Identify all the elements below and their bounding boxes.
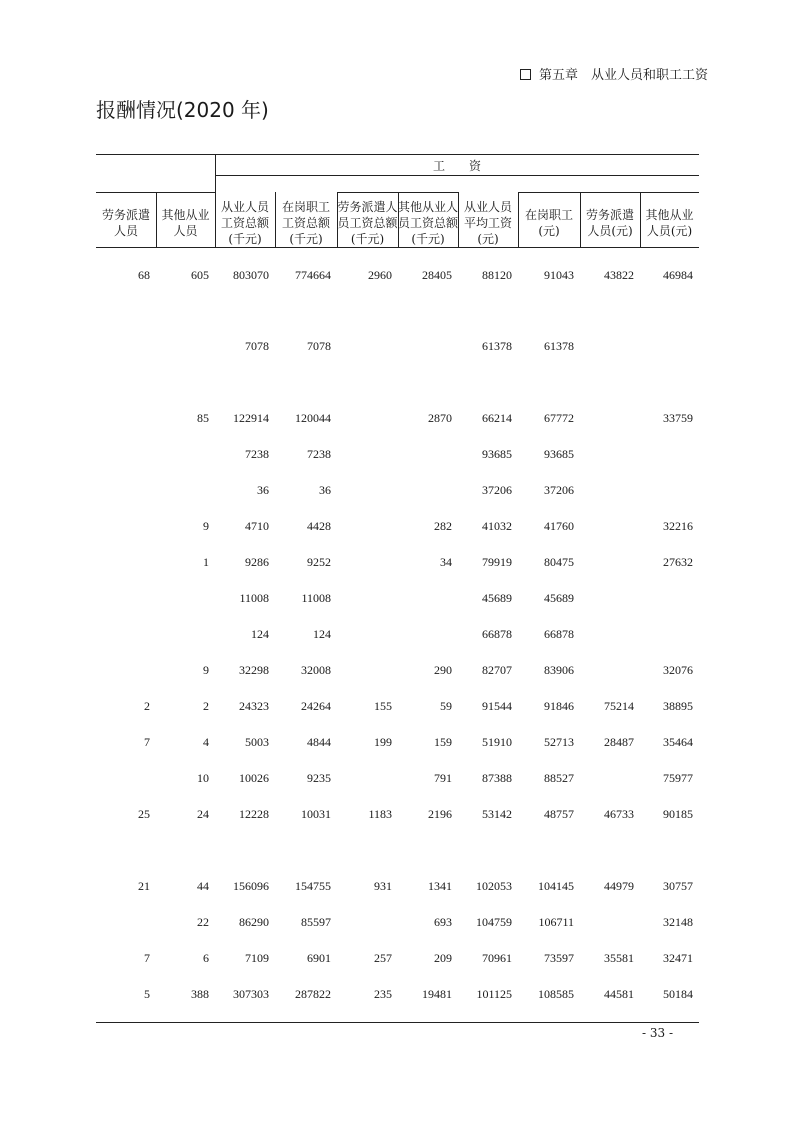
table-cell: 32148 bbox=[663, 915, 693, 929]
table-cell: 25 bbox=[138, 807, 150, 821]
table-cell: 19481 bbox=[422, 987, 452, 1001]
table-cell: 43822 bbox=[604, 268, 634, 282]
header-bottom-rule bbox=[96, 247, 699, 248]
group-header-rule bbox=[215, 175, 699, 176]
table-cell: 44581 bbox=[604, 987, 634, 1001]
table-cell: 93685 bbox=[544, 447, 574, 461]
table-cell: 28405 bbox=[422, 268, 452, 282]
table-cell: 235 bbox=[374, 987, 392, 1001]
table-cell: 108585 bbox=[538, 987, 574, 1001]
table-cell: 30757 bbox=[663, 879, 693, 893]
table-cell: 66214 bbox=[482, 411, 512, 425]
table-cell: 7238 bbox=[307, 447, 331, 461]
table-cell: 66878 bbox=[544, 627, 574, 641]
table-cell: 2 bbox=[144, 699, 150, 713]
column-header: 在岗职工 工资总额 (千元) bbox=[281, 200, 330, 246]
table-cell: 7238 bbox=[245, 447, 269, 461]
chapter-title: 第五章 从业人员和职工工资 bbox=[539, 68, 709, 83]
table-cell: 36 bbox=[257, 483, 269, 497]
table-cell: 35581 bbox=[604, 951, 634, 965]
table-top-rule bbox=[96, 154, 699, 155]
table-cell: 88527 bbox=[544, 771, 574, 785]
table-cell: 73597 bbox=[544, 951, 574, 965]
table-cell: 36 bbox=[319, 483, 331, 497]
table-bottom-rule bbox=[96, 1022, 699, 1023]
table-cell: 32471 bbox=[663, 951, 693, 965]
table-cell: 2870 bbox=[428, 411, 452, 425]
table-cell: 124 bbox=[313, 627, 331, 641]
table-cell: 106711 bbox=[538, 915, 574, 929]
table-cell: 155 bbox=[374, 699, 392, 713]
table-cell: 88120 bbox=[482, 268, 512, 282]
table-cell: 102053 bbox=[476, 879, 512, 893]
table-cell: 4 bbox=[203, 735, 209, 749]
table-cell: 931 bbox=[374, 879, 392, 893]
table-cell: 91544 bbox=[482, 699, 512, 713]
table-cell: 46733 bbox=[604, 807, 634, 821]
table-cell: 156096 bbox=[233, 879, 269, 893]
table-cell: 66878 bbox=[482, 627, 512, 641]
column-header: 从业人员 平均工资 (元) bbox=[463, 200, 512, 246]
table-cell: 48757 bbox=[544, 807, 574, 821]
table-cell: 41760 bbox=[544, 519, 574, 533]
table-cell: 32076 bbox=[663, 663, 693, 677]
table-cell: 61378 bbox=[482, 339, 512, 353]
table-cell: 61378 bbox=[544, 339, 574, 353]
table-cell: 9 bbox=[203, 519, 209, 533]
column-header: 其他从业 人员(元) bbox=[645, 208, 694, 238]
table-cell: 9235 bbox=[307, 771, 331, 785]
table-cell: 75214 bbox=[604, 699, 634, 713]
table-cell: 5 bbox=[144, 987, 150, 1001]
table-cell: 59 bbox=[440, 699, 452, 713]
table-cell: 85 bbox=[197, 411, 209, 425]
table-cell: 209 bbox=[434, 951, 452, 965]
column-header: 从业人员 工资总额 (千元) bbox=[220, 200, 269, 246]
table-cell: 68 bbox=[138, 268, 150, 282]
table-cell: 41032 bbox=[482, 519, 512, 533]
table-cell: 9286 bbox=[245, 555, 269, 569]
table-cell: 122914 bbox=[233, 411, 269, 425]
table-cell: 45689 bbox=[544, 591, 574, 605]
table-cell: 93685 bbox=[482, 447, 512, 461]
table-cell: 9252 bbox=[307, 555, 331, 569]
table-cell: 803070 bbox=[233, 268, 269, 282]
table-cell: 11008 bbox=[239, 591, 269, 605]
page-number: - 33 - bbox=[642, 1026, 674, 1040]
table-cell: 67772 bbox=[544, 411, 574, 425]
table-cell: 70961 bbox=[482, 951, 512, 965]
page-title: 报酬情况(2020 年) bbox=[96, 98, 269, 122]
chapter-header bbox=[520, 64, 708, 83]
table-cell: 159 bbox=[434, 735, 452, 749]
table-cell: 10 bbox=[197, 771, 209, 785]
table-cell: 24264 bbox=[301, 699, 331, 713]
table-cell: 1 bbox=[203, 555, 209, 569]
table-cell: 32298 bbox=[239, 663, 269, 677]
table-cell: 24323 bbox=[239, 699, 269, 713]
table-cell: 7 bbox=[144, 951, 150, 965]
table-cell: 21 bbox=[138, 879, 150, 893]
table-cell: 86290 bbox=[239, 915, 269, 929]
table-cell: 46984 bbox=[663, 268, 693, 282]
table-cell: 35464 bbox=[663, 735, 693, 749]
table-cell: 50184 bbox=[663, 987, 693, 1001]
table-cell: 27632 bbox=[663, 555, 693, 569]
table-cell: 1341 bbox=[428, 879, 452, 893]
column-header: 其他从业人 员工资总额 (千元) bbox=[398, 200, 459, 246]
table-cell: 104145 bbox=[538, 879, 574, 893]
table-cell: 605 bbox=[191, 268, 209, 282]
table-cell: 7078 bbox=[307, 339, 331, 353]
table-cell: 9 bbox=[203, 663, 209, 677]
table-cell: 287822 bbox=[295, 987, 331, 1001]
table-cell: 85597 bbox=[301, 915, 331, 929]
table-cell: 75977 bbox=[663, 771, 693, 785]
table-cell: 154755 bbox=[295, 879, 331, 893]
table-cell: 34 bbox=[440, 555, 452, 569]
table-cell: 82707 bbox=[482, 663, 512, 677]
table-cell: 307303 bbox=[233, 987, 269, 1001]
table-cell: 44979 bbox=[604, 879, 634, 893]
table-cell: 104759 bbox=[476, 915, 512, 929]
column-header: 劳务派遣 人员(元) bbox=[585, 208, 634, 238]
table-cell: 91846 bbox=[544, 699, 574, 713]
table-cell: 37206 bbox=[482, 483, 512, 497]
table-cell: 52713 bbox=[544, 735, 574, 749]
table-cell: 2960 bbox=[368, 268, 392, 282]
table-cell: 4710 bbox=[245, 519, 269, 533]
table-cell: 44 bbox=[197, 879, 209, 893]
table-cell: 51910 bbox=[482, 735, 512, 749]
column-header: 其他从业 人员 bbox=[161, 208, 210, 238]
table-cell: 91043 bbox=[544, 268, 574, 282]
table-cell: 791 bbox=[434, 771, 452, 785]
subheader-rule-far-right bbox=[518, 192, 699, 193]
table-cell: 257 bbox=[374, 951, 392, 965]
table-cell: 32008 bbox=[301, 663, 331, 677]
table-cell: 774664 bbox=[295, 268, 331, 282]
table-cell: 10026 bbox=[239, 771, 269, 785]
table-cell: 90185 bbox=[663, 807, 693, 821]
table-cell: 87388 bbox=[482, 771, 512, 785]
table-cell: 6 bbox=[203, 951, 209, 965]
table-cell: 1183 bbox=[368, 807, 392, 821]
table-cell: 22 bbox=[197, 915, 209, 929]
column-header: 在岗职工 (元) bbox=[524, 208, 573, 238]
table-cell: 38895 bbox=[663, 699, 693, 713]
table-cell: 37206 bbox=[544, 483, 574, 497]
table-cell: 290 bbox=[434, 663, 452, 677]
table-cell: 124 bbox=[251, 627, 269, 641]
table-cell: 693 bbox=[434, 915, 452, 929]
table-cell: 2196 bbox=[428, 807, 452, 821]
table-cell: 24 bbox=[197, 807, 209, 821]
group-header-wages: 工 资 bbox=[432, 159, 481, 173]
table-cell: 5003 bbox=[245, 735, 269, 749]
square-bullet-icon bbox=[520, 69, 531, 80]
column-header: 劳务派遣 人员 bbox=[101, 208, 150, 238]
table-cell: 2 bbox=[203, 699, 209, 713]
table-cell: 101125 bbox=[476, 987, 512, 1001]
table-cell: 32216 bbox=[663, 519, 693, 533]
table-cell: 4428 bbox=[307, 519, 331, 533]
table-cell: 10031 bbox=[301, 807, 331, 821]
table-cell: 199 bbox=[374, 735, 392, 749]
table-cell: 80475 bbox=[544, 555, 574, 569]
table-cell: 7 bbox=[144, 735, 150, 749]
column-header: 劳务派遣人 员工资总额 (千元) bbox=[337, 200, 398, 246]
table-cell: 7078 bbox=[245, 339, 269, 353]
table-cell: 28487 bbox=[604, 735, 634, 749]
table-cell: 388 bbox=[191, 987, 209, 1001]
table-cell: 83906 bbox=[544, 663, 574, 677]
table-cell: 53142 bbox=[482, 807, 512, 821]
table-cell: 6901 bbox=[307, 951, 331, 965]
table-cell: 79919 bbox=[482, 555, 512, 569]
table-cell: 33759 bbox=[663, 411, 693, 425]
table-cell: 282 bbox=[434, 519, 452, 533]
table-cell: 7109 bbox=[245, 951, 269, 965]
table-cell: 4844 bbox=[307, 735, 331, 749]
table-cell: 11008 bbox=[301, 591, 331, 605]
table-cell: 12228 bbox=[239, 807, 269, 821]
table-cell: 120044 bbox=[295, 411, 331, 425]
table-cell: 45689 bbox=[482, 591, 512, 605]
